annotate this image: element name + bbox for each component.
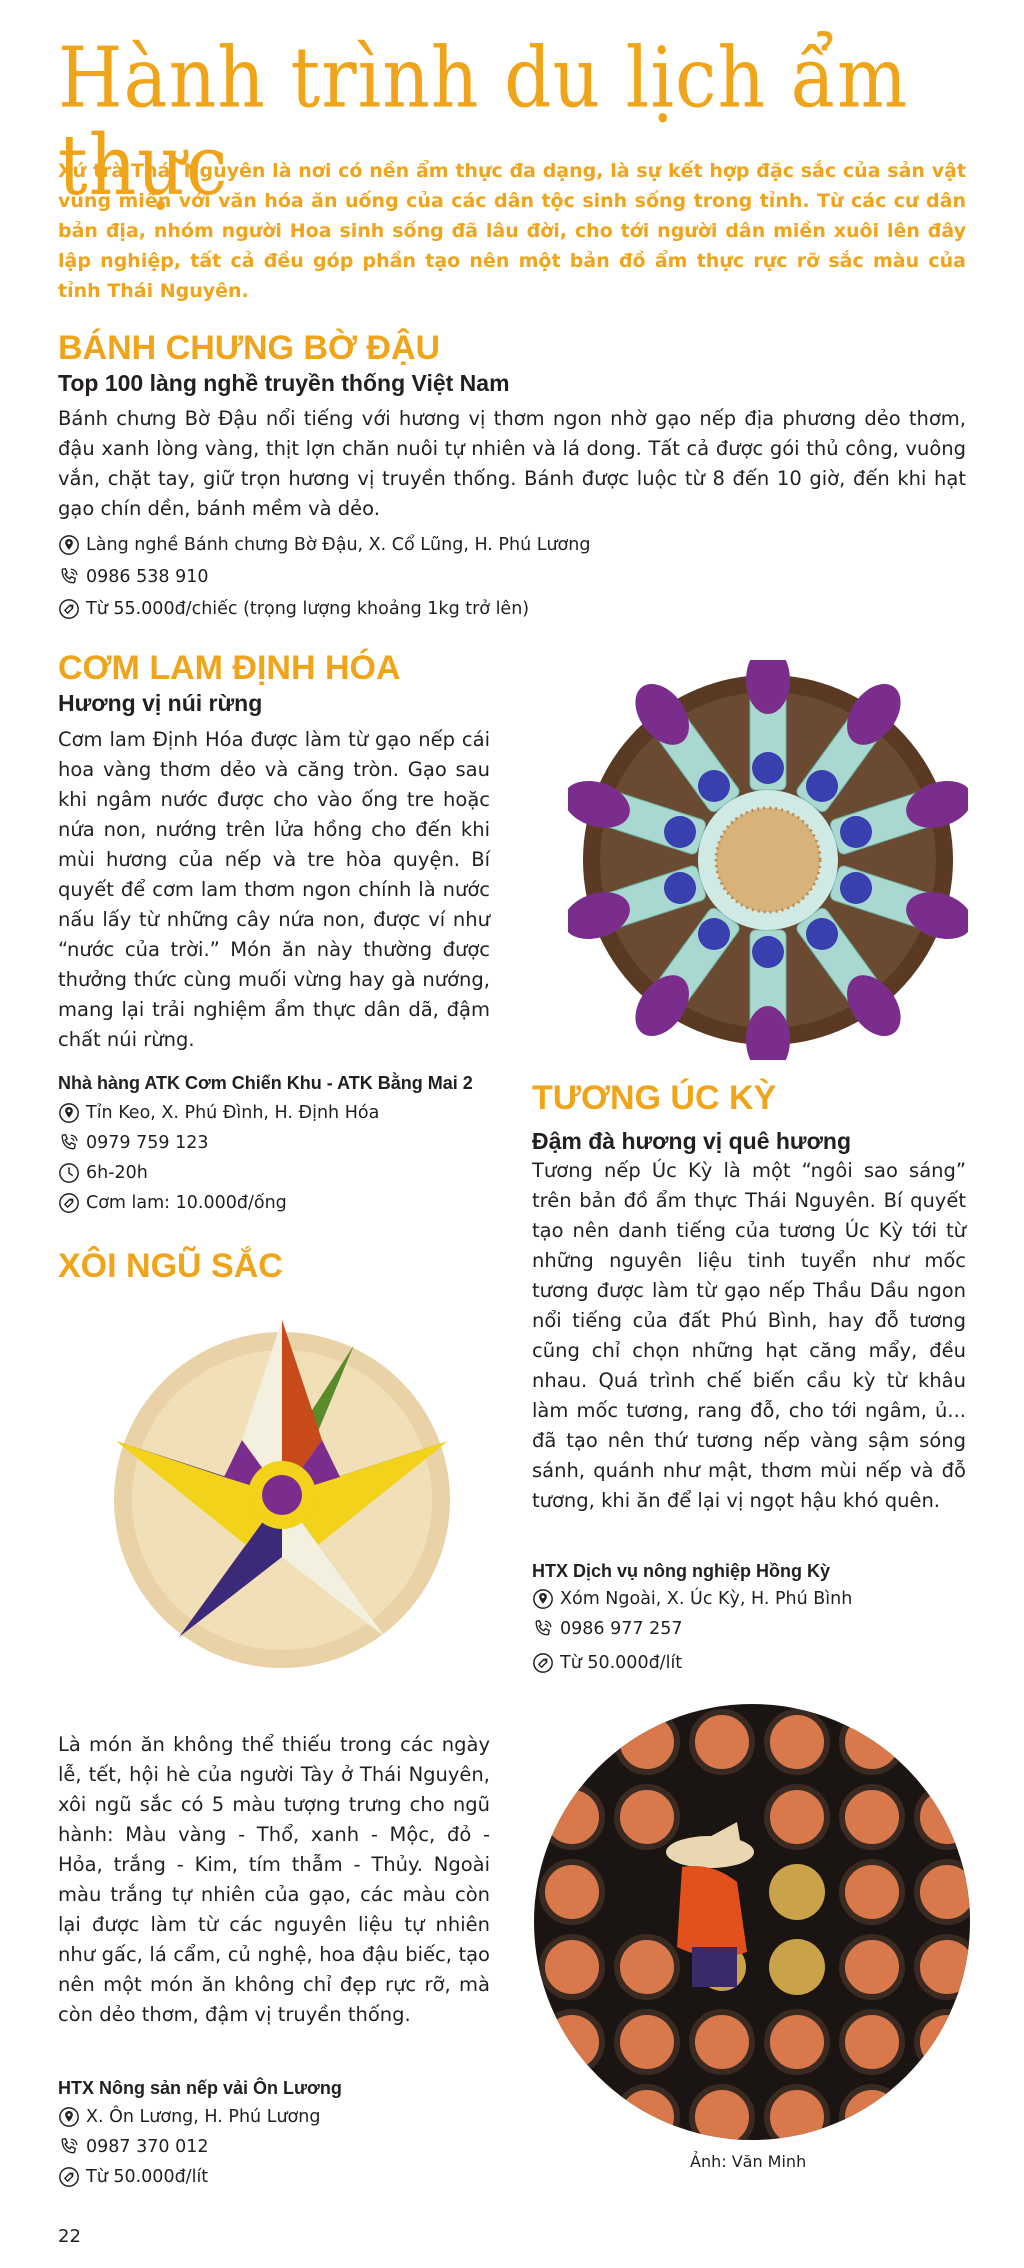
com-lam-subtitle: Hương vị núi rừng — [58, 690, 263, 716]
address-text: Xóm Ngoài, X. Úc Kỳ, H. Phú Bình — [560, 1589, 853, 1609]
banh-chung-price — [58, 596, 529, 622]
address-text: Làng nghề Bánh chưng Bờ Đậu, X. Cổ Lũng, H. Phú Lương — [86, 535, 591, 555]
page-number: 22 — [58, 2226, 81, 2247]
com-lam-phone — [58, 1130, 208, 1156]
com-lam-title: CƠM LAM ĐỊNH HÓA — [58, 649, 401, 687]
location-pin-icon — [532, 1588, 554, 1610]
address-text: X. Ôn Lương, H. Phú Lương — [86, 2107, 321, 2127]
phone-icon — [58, 1132, 80, 1154]
address-text: Tỉn Keo, X. Phú Đình, H. Định Hóa — [86, 1103, 380, 1123]
xoi-phone — [58, 2134, 208, 2160]
price-tag-icon — [58, 2166, 80, 2188]
phone-text: 0979 759 123 — [86, 1133, 209, 1153]
price-tag-icon — [532, 1652, 554, 1674]
tuong-body: Tương nếp Úc Kỳ là một “ngôi sao sáng” trên bản đồ ẩm thực Thái Nguyên. Bí quyết tạo nên danh tiếng của tương Úc Kỳ tới từ những nguyên liệu tinh tuyển như mốc tương được làm từ gạo nếp Thầu Dầu ngon nổi tiếng của đất Phú Bình, hay đỗ tương cũng chỉ chọn những hạt căng mẩy, đều nhau. Quá trình chế biến cầu kỳ từ khâu làm mốc tương, rang đỗ, cho tới ngâm, ủ... đã tạo nên thứ tương nếp vàng sậm sóng sánh, quánh như mật, thơm mùi nếp và đỗ tương, khi ăn để lại vị ngọt hậu khó quên. — [532, 1159, 966, 1512]
price-text: Từ 50.000đ/lít — [86, 2167, 209, 2187]
phone-text: 0986 538 910 — [86, 567, 209, 587]
xoi-business: HTX Nông sản nếp vải Ôn Lương — [58, 2078, 342, 2098]
banh-chung-title: BÁNH CHƯNG BỜ ĐẬU — [58, 329, 441, 367]
com-lam-body: Cơm lam Định Hóa được làm từ gạo nếp cái hoa vàng thơm dẻo và căng tròn. Gạo sau khi ngâm nước được cho vào ống tre hoặc nứa non, nướng trên lửa hồng cho đến khi mùi hương của nếp và tre hòa quyện. Bí quyết để cơm lam thơm ngon chính là nước nấu lấy từ những cây nứa non, được ví như “nước của trời.” Món ăn này thường được thưởng thức cùng muối vừng hay gà nướng, mang lại trải nghiệm ẩm thực dân dã, đậm chất núi rừng. — [58, 728, 490, 1051]
intro-paragraph: Xứ trà Thái Nguyên là nơi có nền ẩm thực đa dạng, là sự kết hợp đặc sắc của sản vật vùng miền với văn hóa ăn uống của các dân tộc sinh sống trong tỉnh. Từ các cư dân bản địa, nhóm người Hoa sinh sống đã lâu đời, cho tới người dân miền xuôi lên đây lập nghiệp, tất cả đều góp phần tạo nên một bản đồ ẩm thực rực rỡ sắc màu của tỉnh Thái Nguyên. — [58, 160, 966, 302]
tuong-price — [532, 1650, 682, 1676]
phone-text: 0987 370 012 — [86, 2137, 209, 2157]
price-tag-icon — [58, 1192, 80, 1214]
phone-text: 0986 977 257 — [560, 1619, 683, 1639]
price-text: Từ 50.000đ/lít — [560, 1653, 683, 1673]
price-text: Từ 55.000đ/chiếc (trọng lượng khoảng 1kg trở lên) — [86, 599, 530, 619]
clock-icon — [58, 1162, 80, 1184]
com-lam-business: Nhà hàng ATK Cơm Chiến Khu - ATK Bằng Mai 2 — [58, 1073, 473, 1093]
tuong-business: HTX Dịch vụ nông nghiệp Hồng Kỳ — [532, 1561, 830, 1581]
hours-text: 6h-20h — [86, 1163, 148, 1183]
xoi-body: Là món ăn không thể thiếu trong các ngày lễ, tết, hội hè của người Tày ở Thái Nguyên, xôi ngũ sắc có 5 màu tượng trưng cho ngũ hành: Màu vàng - Thổ, xanh - Mộc, đỏ - Hỏa, trắng - Kim, tím thẫm - Thủy. Ngoài màu trắng tự nhiên của gạo, các màu còn lại được làm từ các nguyên liệu tự nhiên như gấc, lá cẩm, củ nghệ, hoa đậu biếc, tạo nên một món ăn không chỉ đẹp rực rỡ, mà còn dẻo thơm, đậm vị truyền thống. — [58, 1733, 490, 2026]
tuong-address — [532, 1586, 852, 1612]
price-tag-icon — [58, 598, 80, 620]
photo-credit: Ảnh: Văn Minh — [690, 2152, 807, 2171]
location-pin-icon — [58, 534, 80, 556]
banh-chung-subtitle: Top 100 làng nghề truyền thống Việt Nam — [58, 370, 510, 396]
xoi-ngu-sac-photo — [92, 1300, 472, 1680]
page-title: Hành trình du lịch ẩm thực — [58, 30, 909, 214]
tuong-subtitle: Đậm đà hương vị quê hương — [532, 1128, 852, 1154]
phone-icon — [58, 566, 80, 588]
xoi-title: XÔI NGŨ SẮC — [58, 1247, 283, 1285]
price-text: Cơm lam: 10.000đ/ống — [86, 1193, 287, 1213]
tuong-jars-photo — [532, 1702, 972, 2142]
xoi-address — [58, 2104, 320, 2130]
com-lam-address — [58, 1100, 379, 1126]
phone-icon — [58, 2136, 80, 2158]
com-lam-price — [58, 1190, 287, 1216]
com-lam-photo — [568, 660, 968, 1060]
banh-chung-body: Bánh chưng Bờ Đậu nổi tiếng với hương vị thơm ngon nhờ gạo nếp địa phương dẻo thơm, đậu xanh lòng vàng, thịt lợn chăn nuôi tự nhiên và lá dong. Tất cả được gói thủ công, vuông vắn, chặt tay, giữ trọn hương vị truyền thống. Bánh được luộc từ 8 đến 10 giờ, đến khi hạt gạo chín dền, bánh mềm và dẻo. — [58, 407, 966, 520]
location-pin-icon — [58, 1102, 80, 1124]
phone-icon — [532, 1618, 554, 1640]
xoi-price — [58, 2164, 208, 2190]
location-pin-icon — [58, 2106, 80, 2128]
tuong-phone — [532, 1616, 682, 1642]
banh-chung-address — [58, 532, 590, 558]
banh-chung-phone — [58, 564, 208, 590]
com-lam-hours — [58, 1160, 148, 1186]
tuong-title: TƯƠNG ÚC KỲ — [532, 1079, 777, 1117]
